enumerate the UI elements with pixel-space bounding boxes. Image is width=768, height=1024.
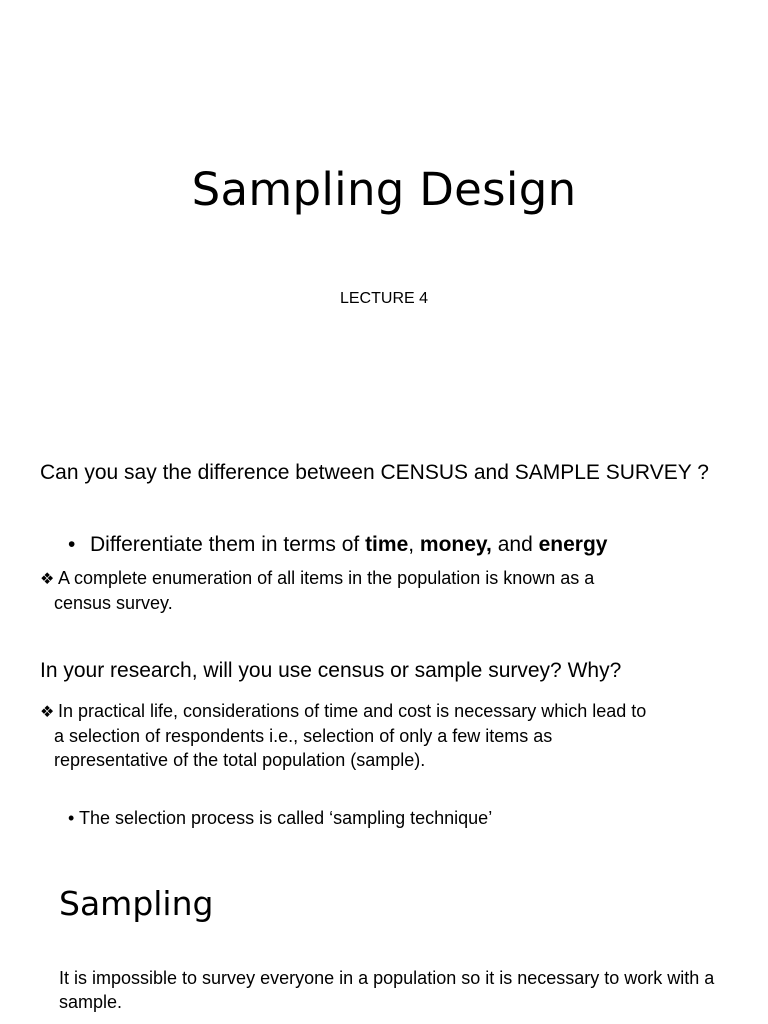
and-connector: and <box>491 533 539 556</box>
sampling-body: It is impossible to survey everyone in a population so it is necessary to work with a sample. <box>59 968 715 1012</box>
slide-subtitle: LECTURE 4 <box>339 290 429 307</box>
research-question: In your research, will you use census or sample survey? Why? <box>40 659 622 682</box>
emphasis-energy: energy <box>538 533 608 556</box>
emphasis-money: money, <box>419 533 492 556</box>
bullet-icon: • <box>68 533 76 556</box>
comma-separator: , <box>408 533 420 556</box>
differentiate-text: Differentiate them in terms of <box>90 533 366 556</box>
sampling-technique-bullet: • The selection process is called ‘sampling technique’ <box>68 808 493 828</box>
diamond-bullet-icon: ❖ <box>40 569 55 588</box>
practical-line1: In practical life, considerations of time and cost is necessary which lead to <box>58 701 647 721</box>
practical-life-paragraph <box>40 699 750 772</box>
census-definition-line1: A complete enumeration of all items in the population is known as a <box>58 568 595 588</box>
practical-line2: a selection of respondents i.e., selection of only a few items as <box>54 726 553 746</box>
census-vs-sample-question: Can you say the difference between CENSUS and SAMPLE SURVEY ? <box>40 461 709 484</box>
sampling-heading: Sampling <box>59 884 214 923</box>
differentiate-bullet <box>68 533 607 557</box>
emphasis-time: time <box>365 533 409 556</box>
census-definition-line2: census survey. <box>54 593 173 613</box>
diamond-bullet-icon: ❖ <box>40 702 55 721</box>
slide-title: Sampling Design <box>191 163 577 216</box>
census-definition <box>40 566 740 615</box>
practical-line3: representative of the total population (sample). <box>54 750 426 770</box>
